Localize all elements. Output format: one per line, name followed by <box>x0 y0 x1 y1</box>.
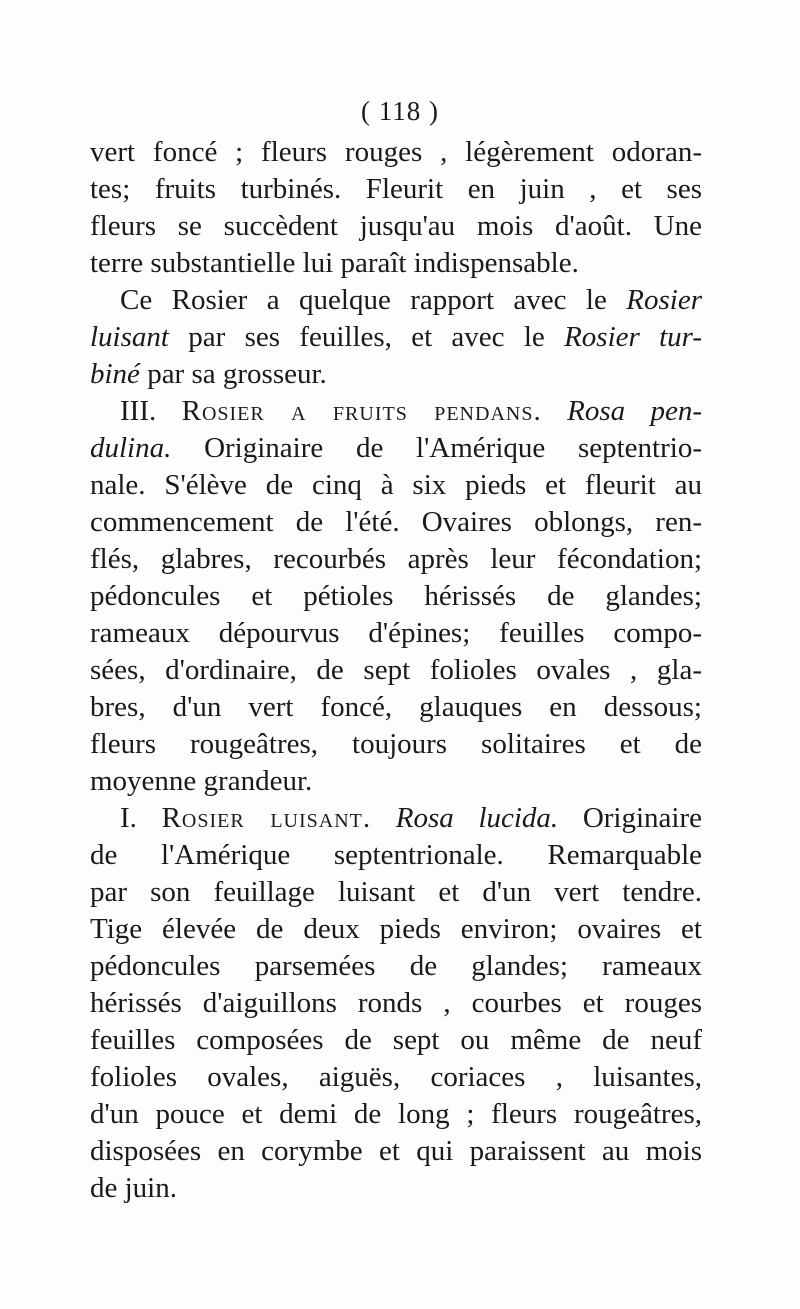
text-segment: I. <box>120 802 162 834</box>
text-line <box>90 134 702 171</box>
text-segment: par ses feuilles, et avec le <box>168 321 565 353</box>
text-line <box>90 726 702 763</box>
text-segment <box>542 395 567 427</box>
italic-text: luisant <box>90 321 169 353</box>
text-line <box>90 319 702 356</box>
text-line <box>90 578 702 615</box>
body-text <box>90 134 702 1207</box>
text-segment: de juin. <box>90 1172 177 1204</box>
text-segment: d'un pouce et demi de long ; fleurs rougeâtres, <box>90 1098 702 1130</box>
text-segment: vert foncé ; fleurs rouges , légèrement odoran- <box>90 136 702 168</box>
text-line <box>90 1170 702 1207</box>
text-line <box>90 985 702 1022</box>
text-line <box>90 430 702 467</box>
text-segment <box>371 802 396 834</box>
text-line <box>90 689 702 726</box>
italic-text: Rosa pen- <box>567 395 703 427</box>
text-segment: terre substantielle lui paraît indispensable. <box>90 247 579 279</box>
text-segment: bres, d'un vert foncé, glauques en dessous; <box>90 691 702 723</box>
text-line <box>90 282 702 319</box>
text-segment: hérissés d'aiguillons ronds , courbes et rouges <box>90 987 702 1019</box>
text-segment: Originaire <box>558 802 703 834</box>
text-segment: flés, glabres, recourbés après leur fécondation; <box>90 543 702 575</box>
text-line <box>90 1133 702 1170</box>
text-segment: tes; fruits turbinés. Fleurit en juin , et ses <box>90 173 702 205</box>
text-line <box>90 1059 702 1096</box>
text-segment: III. <box>120 395 182 427</box>
text-segment: commencement de l'été. Ovaires oblongs, ren- <box>90 506 702 538</box>
small-caps-heading: Rosier luisant. <box>161 802 372 834</box>
text-line <box>90 652 702 689</box>
page-number: ( 118 ) <box>361 96 439 126</box>
text-line <box>90 800 702 837</box>
text-line <box>90 911 702 948</box>
text-segment: Ce Rosier a quelque rapport avec le <box>120 284 627 316</box>
text-line <box>90 393 702 430</box>
italic-text: biné <box>90 358 140 390</box>
text-segment: nale. S'élève de cinq à six pieds et fleurit au <box>90 469 702 501</box>
text-segment: moyenne grandeur. <box>90 765 313 797</box>
text-line <box>90 356 702 393</box>
text-segment: sées, d'ordinaire, de sept folioles ovales , gla- <box>90 654 702 686</box>
text-segment: fleurs se succèdent jusqu'au mois d'août. Une <box>90 210 702 242</box>
text-segment: Tige élevée de deux pieds environ; ovaires et <box>90 913 702 945</box>
text-line <box>90 763 702 800</box>
text-line <box>90 467 702 504</box>
italic-text: Rosa lucida. <box>395 802 559 834</box>
text-line <box>90 1022 702 1059</box>
text-line <box>90 615 702 652</box>
text-line <box>90 171 702 208</box>
text-line <box>90 1096 702 1133</box>
italic-text: dulina. <box>90 432 172 464</box>
text-line <box>90 948 702 985</box>
text-segment: fleurs rougeâtres, toujours solitaires et de <box>90 728 702 760</box>
text-line <box>90 245 702 282</box>
text-segment: de l'Amérique septentrionale. Remarquable <box>90 839 702 871</box>
text-segment: pédoncules parsemées de glandes; rameaux <box>90 950 702 982</box>
text-segment: Originaire de l'Amérique septentrio- <box>171 432 702 464</box>
text-segment: par son feuillage luisant et d'un vert tendre. <box>90 876 702 908</box>
italic-text: Rosier <box>626 284 702 316</box>
text-segment: folioles ovales, aiguës, coriaces , luisantes, <box>90 1061 702 1093</box>
text-line <box>90 208 702 245</box>
text-segment: feuilles composées de sept ou même de neuf <box>90 1024 702 1056</box>
text-line <box>90 837 702 874</box>
text-segment: pédoncules et pétioles hérissés de glandes; <box>90 580 702 612</box>
text-line <box>90 541 702 578</box>
text-line <box>90 504 702 541</box>
text-line <box>90 874 702 911</box>
small-caps-heading: Rosier a fruits pendans. <box>181 395 542 427</box>
text-segment: par sa grosseur. <box>139 358 327 390</box>
text-segment: rameaux dépourvus d'épines; feuilles compo- <box>90 617 702 649</box>
text-segment: disposées en corymbe et qui paraissent au mois <box>90 1135 702 1167</box>
italic-text: Rosier tur- <box>564 321 702 353</box>
